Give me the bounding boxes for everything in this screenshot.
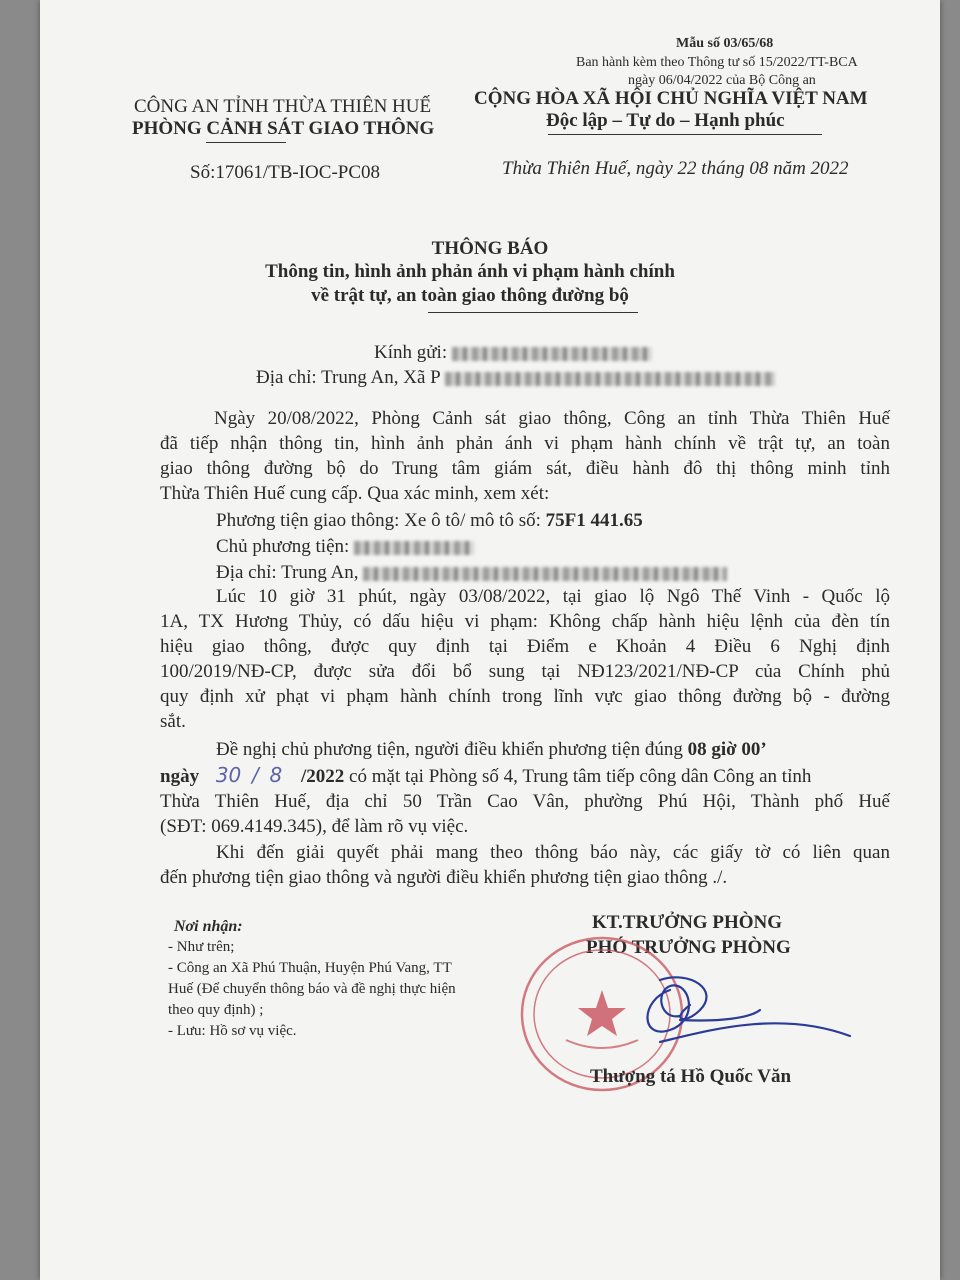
recipients-list <box>168 937 456 1042</box>
recipients-title: Nơi nhận: <box>174 918 243 935</box>
redacted-name <box>452 347 652 361</box>
title-underline <box>428 312 638 313</box>
para-3-line-4: (SĐT: 069.4149.345), để làm rõ vụ việc. <box>160 816 469 837</box>
para-3-line-2 <box>160 763 811 790</box>
redacted-address <box>445 372 775 386</box>
para-1-line-3: giao thông đường bộ do Trung tâm giám sát, điều hành đô thị thông minh tỉnh <box>160 458 890 479</box>
handwritten-signature <box>600 950 890 1060</box>
signature-title-2: PHÓ TRƯỞNG PHÒNG <box>586 937 791 958</box>
doc-number: Số:17061/TB-IOC-PC08 <box>190 162 381 183</box>
agency-underline <box>206 142 286 143</box>
para-3-line-2-rest: có mặt tại Phòng số 4, Trung tâm tiếp công dân Công an tỉnh <box>344 766 812 787</box>
form-number: Mẫu số 03/65/68 <box>676 36 774 51</box>
address-label: Địa chỉ: Trung An, Xã P <box>256 367 441 388</box>
handwritten-slash: / <box>252 763 259 787</box>
recipient-item: - Công an Xã Phú Thuận, Huyện Phú Vang, TT <box>168 960 452 976</box>
document-page <box>40 0 940 1280</box>
motto-underline <box>548 134 822 135</box>
day-label: ngày <box>160 766 200 787</box>
para-2-line-6: sắt. <box>160 711 186 732</box>
para-2-line-5: quy định xử phạt vi phạm hành chính trong lĩnh vực giao thông đường bộ - đường <box>160 686 890 707</box>
doc-title: THÔNG BÁO <box>431 238 549 259</box>
appointment-time: 08 giờ 00’ <box>687 739 767 760</box>
owner-address-line <box>216 560 727 586</box>
recipient-item: - Như trên; <box>168 939 235 955</box>
para-2-line-2: 1A, TX Hương Thủy, có dấu hiệu vi phạm: Không chấp hành hiệu lệnh của đèn tín <box>160 611 890 632</box>
para-3-line-1 <box>216 737 767 763</box>
para-2-line-1: Lúc 10 giờ 31 phút, ngày 03/08/2022, tại giao lộ Ngô Thế Vinh - Quốc lộ <box>216 586 890 607</box>
form-issued-date: ngày 06/04/2022 của Bộ Công an <box>628 73 816 88</box>
nation-motto: Độc lập – Tự do – Hạnh phúc <box>546 110 785 131</box>
para-3-lead: Đề nghị chủ phương tiện, người điều khiển phương tiện đúng <box>216 739 688 760</box>
para-1-line-4: Thừa Thiên Huế cung cấp. Qua xác minh, xem xét: <box>160 483 550 504</box>
para-1-line-2: đã tiếp nhận thông tin, hình ảnh phản ánh vi phạm hành chính về trật tự, an toàn <box>160 433 890 454</box>
para-3-line-3: Thừa Thiên Huế, địa chỉ 50 Trần Cao Vân, phường Phú Hội, Thành phố Huế <box>160 791 890 812</box>
to-label: Kính gửi: <box>374 342 448 363</box>
owner-line <box>216 534 474 560</box>
signer-name: Thượng tá Hồ Quốc Văn <box>590 1066 792 1087</box>
agency-parent: CÔNG AN TỈNH THỪA THIÊN HUẾ <box>134 96 432 117</box>
para-2-line-4: 100/2019/NĐ-CP, được sửa đổi bổ sung tại NĐ123/2021/NĐ-CP của Chính phủ <box>160 661 890 682</box>
form-issued-with: Ban hành kèm theo Thông tư số 15/2022/TT-BCA <box>576 55 858 70</box>
para-4-line-2: đến phương tiện giao thông và người điều khiển phương tiện giao thông ./. <box>160 867 728 888</box>
doc-subtitle-2: về trật tự, an toàn giao thông đường bộ <box>311 285 629 306</box>
handwritten-month: 8 <box>269 763 283 787</box>
owner-label: Chủ phương tiện: <box>216 536 350 557</box>
vehicle-label: Phương tiện giao thông: Xe ô tô/ mô tô số: <box>216 510 546 531</box>
redacted-owner <box>354 541 474 555</box>
agency-name: PHÒNG CẢNH SÁT GIAO THÔNG <box>132 118 435 139</box>
redacted-owner-address <box>363 567 727 581</box>
place-date: Thừa Thiên Huế, ngày 22 tháng 08 năm 2022 <box>502 158 849 179</box>
para-2-line-3: hiệu giao thông, được quy định tại Điểm e Khoản 4 Điều 6 Nghị định <box>160 636 890 657</box>
appointment-year: /2022 <box>301 766 345 787</box>
vehicle-line <box>216 508 643 534</box>
para-4-line-1: Khi đến giải quyết phải mang theo thông báo này, các giấy tờ có liên quan <box>216 842 890 863</box>
recipient-item: Huế (Để chuyển thông báo và đề nghị thực hiện <box>168 981 456 997</box>
owner-address-label: Địa chỉ: Trung An, <box>216 562 359 583</box>
doc-subtitle-1: Thông tin, hình ảnh phản ánh vi phạm hành chính <box>265 261 675 282</box>
signature-title-1: KT.TRƯỞNG PHÒNG <box>592 912 782 933</box>
recipient-item: - Lưu: Hồ sơ vụ việc. <box>168 1023 297 1039</box>
recipient-item: theo quy định) ; <box>168 1002 264 1018</box>
handwritten-day: 30 <box>215 763 242 787</box>
addressee-address <box>256 365 775 391</box>
addressee-to <box>374 340 652 366</box>
vehicle-plate: 75F1 441.65 <box>545 510 643 531</box>
para-1-line-1: Ngày 20/08/2022, Phòng Cảnh sát giao thông, Công an tỉnh Thừa Thiên Huế <box>214 408 890 429</box>
nation-name: CỘNG HÒA XÃ HỘI CHỦ NGHĨA VIỆT NAM <box>474 88 868 109</box>
